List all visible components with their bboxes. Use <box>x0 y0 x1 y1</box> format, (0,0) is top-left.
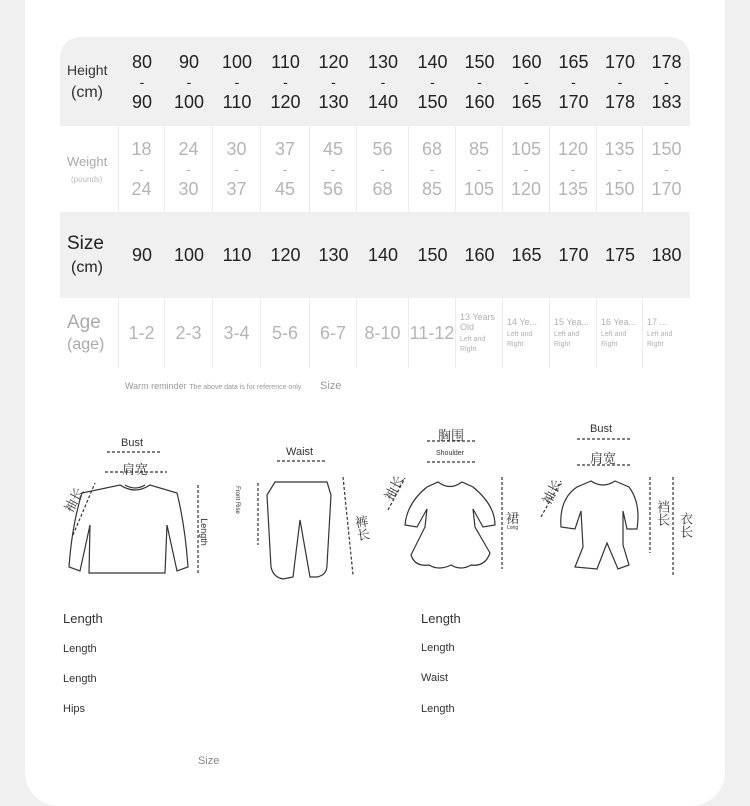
weight-dash: - <box>570 161 576 177</box>
size-value: 180 <box>651 245 682 265</box>
reminder-title: Warm reminder <box>125 381 187 391</box>
height-cell <box>165 37 213 126</box>
weight-min: 24 <box>178 139 199 159</box>
height-max: 183 <box>651 91 682 112</box>
age-cell <box>409 298 456 368</box>
height-dash: - <box>380 73 386 90</box>
size-value: 90 <box>131 245 153 265</box>
size-header <box>60 212 119 298</box>
height-min: 110 <box>271 51 300 72</box>
age-cell <box>503 298 550 368</box>
height-min: 80 <box>131 51 153 72</box>
size-value: 150 <box>417 245 448 265</box>
weight-min: 120 <box>557 139 589 159</box>
age-header <box>60 298 119 368</box>
height-min: 150 <box>464 51 495 72</box>
romper-sleeve-label: 袖长 <box>539 476 565 507</box>
size-value: 140 <box>367 245 399 265</box>
size-value: 120 <box>270 245 301 265</box>
weight-cell <box>643 126 690 212</box>
size-unit: (cm) <box>71 259 103 276</box>
size-cell <box>597 212 643 298</box>
romper-crotch-label: 裆长 <box>655 500 670 526</box>
dress-skirt-label: 裙 <box>506 511 520 526</box>
age-row <box>60 298 690 368</box>
size-cell <box>165 212 213 298</box>
weight-header <box>60 126 119 212</box>
age-value: 11-12 <box>409 323 455 343</box>
weight-dash: - <box>429 161 435 177</box>
pants-length-label: 裤长 <box>352 514 371 542</box>
size-table <box>60 37 690 368</box>
height-min: 100 <box>221 51 253 72</box>
size-value: 100 <box>173 245 205 265</box>
height-min: 160 <box>511 51 542 72</box>
age-approx: Left and Right <box>601 330 627 348</box>
weight-max: 135 <box>557 179 589 199</box>
height-max: 150 <box>417 91 448 112</box>
height-min: 178 <box>651 51 682 72</box>
pants-waist-label: Waist <box>286 446 314 458</box>
weight-max: 45 <box>274 179 296 199</box>
weight-min: 56 <box>372 139 393 159</box>
height-max: 110 <box>222 91 252 112</box>
age-cell <box>456 298 503 368</box>
height-dash: - <box>571 73 576 90</box>
legend-left-item: Length <box>63 673 97 685</box>
weight-max: 37 <box>226 179 247 199</box>
age-approx: Left and Right <box>507 330 533 348</box>
size-cell <box>550 212 597 298</box>
weight-cell <box>119 126 165 212</box>
dress-shoulder-label: Shoulder <box>436 450 465 457</box>
dress-skirt-small-label: Long <box>507 525 519 531</box>
age-years: 17 ... <box>647 316 668 327</box>
height-dash: - <box>477 73 482 90</box>
size-cell <box>357 212 409 298</box>
height-cell <box>409 37 456 126</box>
height-dash: - <box>430 73 435 90</box>
age-cell <box>550 298 597 368</box>
height-dash: - <box>617 73 623 90</box>
legend-right-item: Waist <box>421 672 449 684</box>
height-max: 160 <box>464 91 495 112</box>
age-label: Age <box>67 312 101 333</box>
weight-min: 85 <box>468 139 490 159</box>
age-cell <box>165 298 213 368</box>
height-label: Height <box>67 61 108 78</box>
height-cell <box>357 37 409 126</box>
weight-dash: - <box>282 161 288 177</box>
age-value: 6-7 <box>319 323 346 343</box>
weight-cell <box>165 126 213 212</box>
weight-min: 37 <box>274 139 296 159</box>
age-value: 3-4 <box>223 323 250 343</box>
age-cell <box>597 298 643 368</box>
height-max: 120 <box>270 91 301 112</box>
weight-min: 150 <box>651 139 682 159</box>
height-min: 170 <box>604 51 636 72</box>
legend-right-item: Length <box>421 642 455 654</box>
height-dash: - <box>283 73 288 90</box>
romper-length-label: 衣长 <box>678 512 693 538</box>
height-dash: - <box>524 73 529 90</box>
weight-cell <box>261 126 310 212</box>
weight-dash: - <box>476 161 482 177</box>
weight-max: 120 <box>510 179 542 199</box>
height-min: 130 <box>367 51 399 72</box>
weight-max: 85 <box>421 179 443 199</box>
dress-sleeve-label: 袖长 <box>381 472 407 503</box>
height-dash: - <box>139 73 145 90</box>
age-years: 16 Yea... <box>601 316 637 327</box>
weight-max: 68 <box>372 179 393 199</box>
age-years: 13 Years Old <box>460 311 496 332</box>
sweater-length-label: Length <box>198 518 209 546</box>
size-value: 175 <box>604 245 636 265</box>
footer-size-label: Size <box>198 755 220 767</box>
legend-left-item: Length <box>63 611 103 626</box>
weight-max: 150 <box>604 179 635 199</box>
weight-min: 45 <box>322 139 344 159</box>
size-cell <box>310 212 357 298</box>
height-cell <box>643 37 690 126</box>
age-value: 5-6 <box>271 323 298 343</box>
romper-bust-label: Bust <box>590 423 613 435</box>
reminder-text: The above data is for reference only <box>189 384 302 391</box>
dress-chest-label: 胸围 <box>438 428 465 443</box>
size-cell <box>409 212 456 298</box>
weight-dash: - <box>664 161 669 177</box>
age-cell <box>213 298 261 368</box>
weight-cell <box>213 126 261 212</box>
size-value: 165 <box>511 245 542 265</box>
weight-cell <box>409 126 456 212</box>
height-dash: - <box>186 73 192 90</box>
weight-max: 24 <box>131 179 152 199</box>
height-max: 140 <box>367 91 399 112</box>
weight-cell <box>456 126 503 212</box>
weight-cell <box>597 126 643 212</box>
weight-max: 30 <box>178 179 199 199</box>
height-max: 165 <box>511 91 542 112</box>
height-header <box>60 37 119 126</box>
legend-right-item: Length <box>421 611 461 626</box>
height-dash: - <box>331 73 336 90</box>
age-approx: Left and Right <box>647 330 673 348</box>
age-years: 15 Yea... <box>554 316 590 327</box>
size-cell <box>456 212 503 298</box>
height-dash: - <box>664 73 669 90</box>
sweater-shoulder-label: 肩宽 <box>122 462 149 477</box>
weight-cell <box>310 126 357 212</box>
legend-right-item: Length <box>421 703 455 715</box>
height-cell <box>310 37 357 126</box>
weight-cell <box>503 126 550 212</box>
size-row <box>60 212 690 298</box>
size-cell <box>643 212 690 298</box>
height-max: 178 <box>604 91 636 112</box>
romper-shoulder-label: 肩宽 <box>590 451 617 466</box>
height-max: 170 <box>558 91 589 112</box>
size-cell <box>503 212 550 298</box>
legend-left-item: Hips <box>63 703 86 715</box>
height-cell <box>503 37 550 126</box>
weight-min: 105 <box>510 139 542 159</box>
weight-dash: - <box>617 161 622 177</box>
size-value: 130 <box>318 245 349 265</box>
height-max: 100 <box>173 91 205 112</box>
size-cell <box>213 212 261 298</box>
weight-min: 135 <box>604 139 635 159</box>
age-value: 2-3 <box>175 323 202 343</box>
height-cell <box>261 37 310 126</box>
sweater-bust-label: Bust <box>121 437 144 449</box>
weight-min: 18 <box>131 139 152 159</box>
weight-min: 30 <box>226 139 247 159</box>
legend-left-item: Length <box>63 643 97 655</box>
height-min: 90 <box>178 51 200 72</box>
height-max: 130 <box>318 91 349 112</box>
weight-row <box>60 126 690 212</box>
weight-dash: - <box>330 161 336 177</box>
age-value: 1-2 <box>128 323 155 343</box>
weight-max: 170 <box>651 179 682 199</box>
height-row <box>60 37 690 126</box>
height-cell <box>119 37 165 126</box>
weight-dash: - <box>380 161 385 177</box>
size-cell <box>261 212 310 298</box>
age-cell <box>643 298 690 368</box>
weight-dash: - <box>523 161 529 177</box>
age-value: 8-10 <box>364 323 401 343</box>
warm-reminder <box>125 381 301 391</box>
height-min: 165 <box>558 51 589 72</box>
weight-max: 105 <box>463 179 495 199</box>
weight-label: Weight <box>67 154 108 169</box>
age-cell <box>119 298 165 368</box>
age-approx: Left and Right <box>460 335 486 353</box>
weight-cell <box>357 126 409 212</box>
weight-cell <box>550 126 597 212</box>
height-cell <box>597 37 643 126</box>
height-min: 120 <box>318 51 349 72</box>
age-unit: (age) <box>67 336 105 353</box>
size-label: Size <box>67 233 104 254</box>
age-cell <box>310 298 357 368</box>
weight-unit: (pounds) <box>71 175 103 184</box>
age-years: 14 Ye... <box>507 316 538 327</box>
age-approx: Left and Right <box>554 330 580 348</box>
pants-rise-label: Front Rise <box>233 486 240 514</box>
weight-dash: - <box>186 161 191 177</box>
height-dash: - <box>234 73 240 90</box>
height-cell <box>550 37 597 126</box>
weight-max: 56 <box>322 179 344 199</box>
height-unit: (cm) <box>71 83 103 101</box>
size-value: 110 <box>222 245 252 265</box>
height-max: 90 <box>131 91 153 112</box>
height-min: 140 <box>417 51 448 72</box>
size-value: 170 <box>558 245 589 265</box>
dress-diagram <box>388 441 502 569</box>
pants-diagram <box>258 461 353 579</box>
height-cell <box>213 37 261 126</box>
sweater-sleeve-label: 袖长 <box>61 484 87 515</box>
weight-min: 68 <box>421 139 443 159</box>
weight-dash: - <box>139 161 144 177</box>
age-cell <box>261 298 310 368</box>
height-cell <box>456 37 503 126</box>
size-cell <box>119 212 165 298</box>
reminder-size: Size <box>320 380 342 392</box>
size-value: 160 <box>464 245 495 265</box>
weight-dash: - <box>234 161 239 177</box>
age-cell <box>357 298 409 368</box>
